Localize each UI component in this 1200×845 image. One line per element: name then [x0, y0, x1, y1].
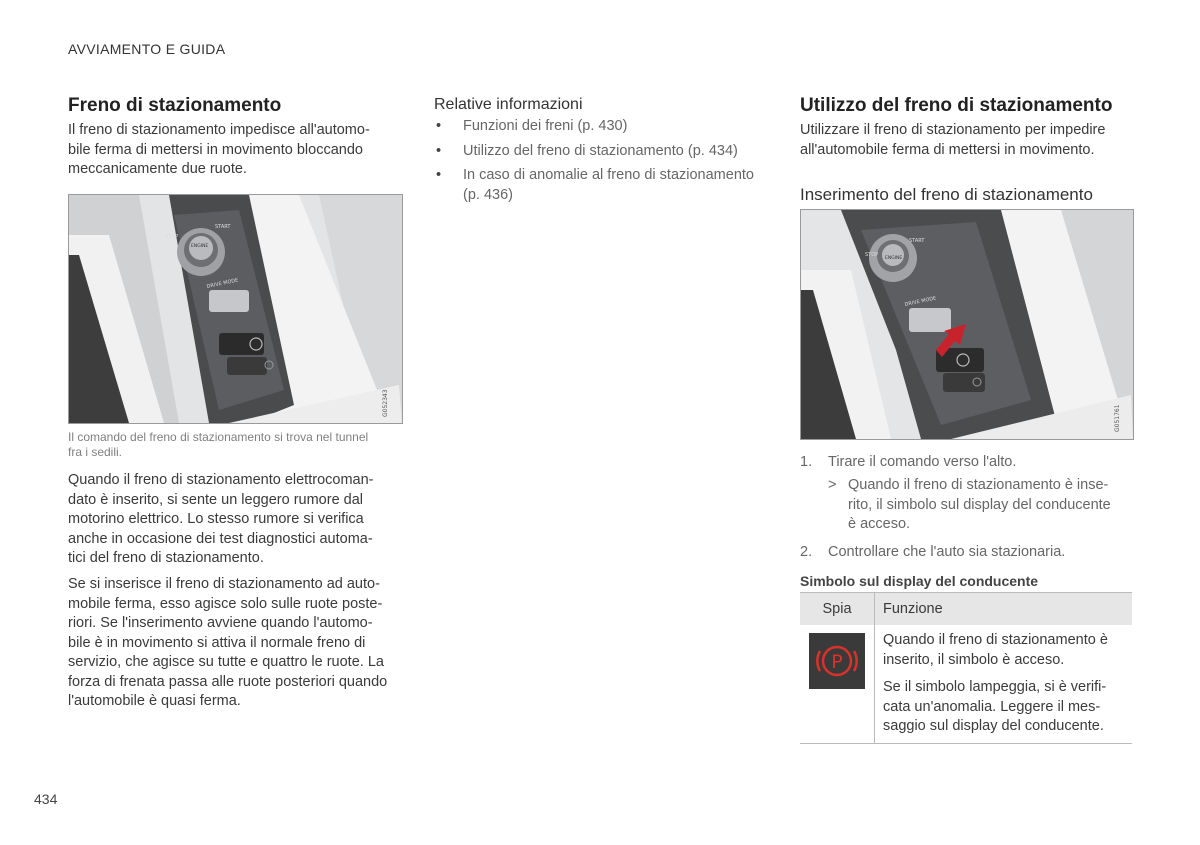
- text-line: dato è inserito, si sente un leggero rumore dal: [68, 491, 364, 508]
- figure-pull-control: [800, 209, 1134, 440]
- link-text: (p. 436): [463, 186, 513, 203]
- text-line: tici del freno di stazionamento.: [68, 550, 264, 566]
- col1-paragraph-2: [68, 575, 403, 712]
- symbol-cell: [800, 625, 875, 743]
- text-line: servizio, che agisce su tutte e quattro le ruote. La: [68, 654, 384, 670]
- drive-mode-label: DRIVE MODE: [206, 277, 239, 290]
- step-1-result: [828, 476, 1128, 535]
- text-line: l'automobile è quasi ferma.: [68, 693, 241, 709]
- text-line: Quando il freno di stazionamento è inse-: [848, 477, 1109, 493]
- related-info-title: Relative informazioni: [434, 96, 583, 113]
- text-line: è acceso.: [848, 516, 911, 532]
- text-line: Quando il freno di stazionamento elettrocoman-: [68, 472, 374, 488]
- bullet-icon: •: [436, 118, 442, 134]
- result-marker: >: [828, 477, 837, 493]
- bullet-icon: •: [436, 167, 442, 183]
- table-title: Simbolo sul display del conducente: [800, 573, 1039, 589]
- stop-label: STOP: [865, 252, 879, 258]
- figure-code: G051761: [1114, 404, 1121, 432]
- text-line: fra i sedili.: [68, 445, 123, 459]
- step-1: [800, 453, 1130, 473]
- text-line: Il freno di stazionamento impedisce all'automo-: [68, 122, 370, 138]
- text-line: riori. Se l'inserimento avviene quando l'automo-: [68, 615, 373, 631]
- text-line: all'automobile ferma di mettersi in movimento.: [800, 141, 1095, 158]
- console-illustration: [69, 195, 402, 423]
- text-line: Se il simbolo lampeggia, si è verifi-: [883, 679, 1107, 695]
- text-line: motorino elettrico. Lo stesso rumore si verifica: [68, 511, 364, 527]
- text-line: Utilizzare il freno di stazionamento per impedire: [800, 122, 1106, 138]
- step-number: 1.: [800, 454, 813, 470]
- engine-label: ENGINE: [191, 244, 209, 249]
- text-line: cata un'anomalia. Leggere il mes-: [883, 698, 1101, 715]
- subsection-title-engage: Inserimento del freno di stazionamento: [800, 185, 1093, 204]
- text-line: saggio sul display del conducente.: [883, 718, 1104, 734]
- header-spia: Spia: [800, 593, 875, 626]
- text-line: bile è in movimento si attiva il normale freno di: [68, 634, 366, 651]
- step-text: Tirare il comando verso l'alto.: [828, 454, 1017, 470]
- related-link-parking-brake-faults[interactable]: [434, 166, 774, 205]
- stop-label: STOP: [165, 234, 179, 240]
- text-line: Il comando del freno di stazionamento si trova nel tunnel: [68, 430, 369, 444]
- figure-console-overview: [68, 194, 403, 424]
- text-line: rito, il simbolo sul display del conducente: [848, 496, 1111, 513]
- step-2: [800, 543, 1130, 563]
- link-text: Utilizzo del freno di stazionamento (p. 434): [463, 142, 738, 159]
- header-funzione: Funzione: [875, 593, 1133, 626]
- figure-code: G052343: [382, 389, 389, 417]
- col1-paragraph-1: [68, 471, 403, 569]
- related-link-using-parking-brake[interactable]: [434, 142, 774, 162]
- link-text: In caso di anomalie al freno di stazionamento: [463, 167, 754, 183]
- figure-caption: [68, 430, 408, 460]
- section-header: AVVIAMENTO E GUIDA: [68, 41, 226, 57]
- text-line: mobile ferma, esso agisce solo sulle ruote poste-: [68, 595, 383, 612]
- text-line: meccanicamente due ruote.: [68, 161, 247, 177]
- function-cell: [875, 625, 1133, 743]
- bullet-icon: •: [436, 142, 442, 159]
- text-line: inserito, il simbolo è acceso.: [883, 651, 1065, 668]
- pull-control-illustration: [801, 210, 1133, 439]
- start-label: START: [215, 224, 231, 230]
- text-line: forza di frenata passa alle ruote posteriori quando: [68, 673, 388, 690]
- engine-label: ENGINE: [885, 256, 903, 261]
- step-text: Controllare che l'auto sia stazionaria.: [828, 544, 1066, 560]
- col3-intro: [800, 121, 1140, 160]
- step-number: 2.: [800, 544, 813, 560]
- link-text: Funzioni dei freni (p. 430): [463, 118, 628, 134]
- related-info-list: [434, 117, 774, 210]
- drive-mode-label: DRIVE MODE: [904, 295, 937, 308]
- symbol-table: [800, 592, 1132, 744]
- start-label: START: [909, 238, 925, 244]
- text-line: Quando il freno di stazionamento è: [883, 632, 1108, 648]
- text-line: anche in occasione dei test diagnostici automa-: [68, 530, 373, 547]
- parking-brake-warning-icon: [809, 633, 865, 689]
- page-number: 434: [34, 791, 58, 807]
- section-title-parking-brake: Freno di stazionamento: [68, 95, 282, 116]
- text-line: Se si inserisce il freno di stazionamento ad auto-: [68, 576, 380, 592]
- col1-intro: [68, 121, 398, 180]
- text-line: bile ferma di mettersi in movimento bloccando: [68, 141, 363, 158]
- related-link-brake-functions[interactable]: [434, 117, 774, 137]
- parking-symbol-letter: P: [831, 651, 843, 673]
- section-title-using-parking-brake: Utilizzo del freno di stazionamento: [800, 95, 1113, 116]
